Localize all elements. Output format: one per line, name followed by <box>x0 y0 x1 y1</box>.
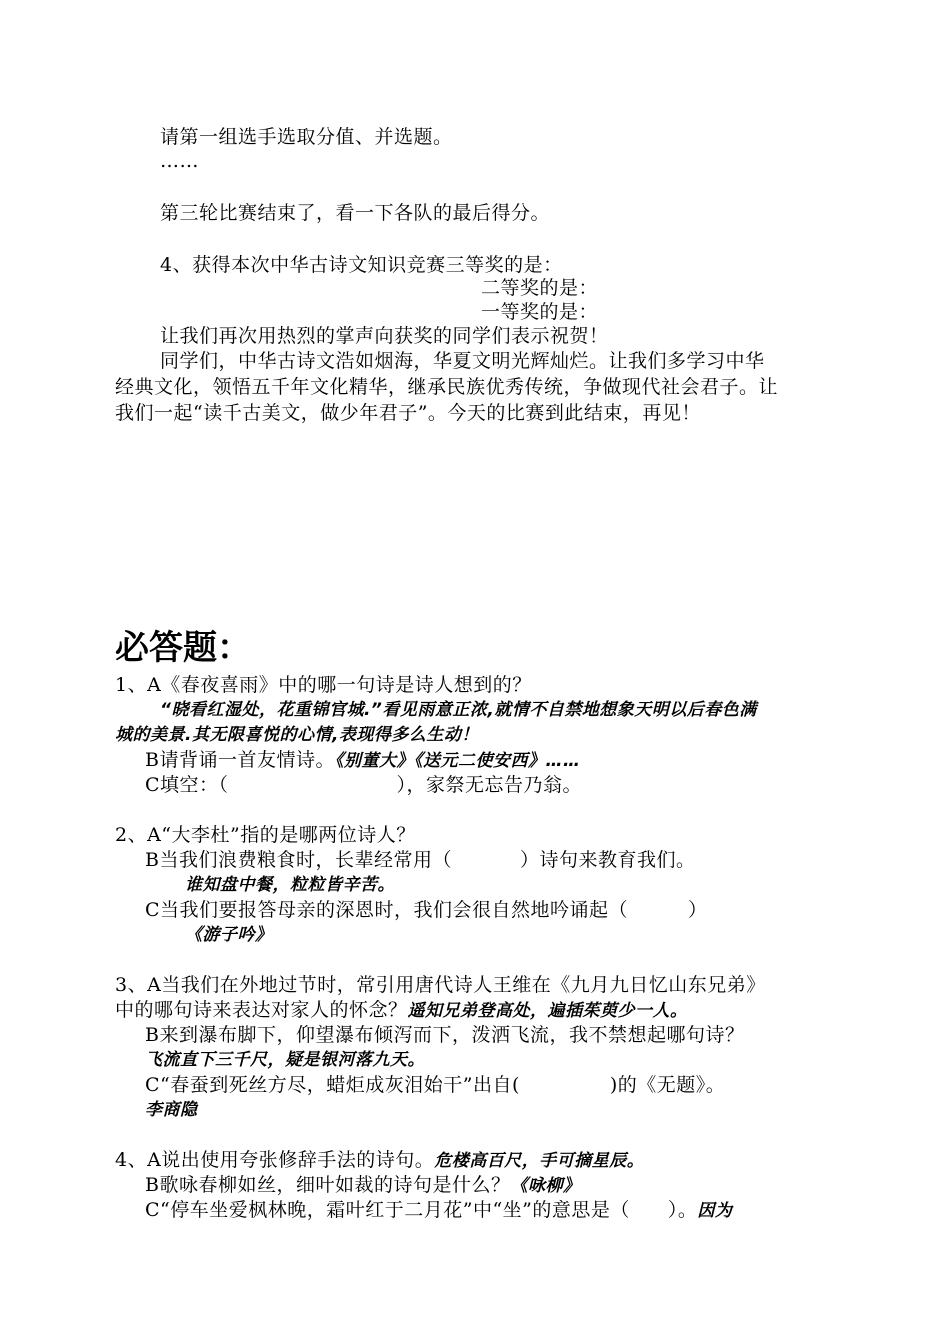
q4-a <box>115 1147 644 1174</box>
section-title: 必答题： <box>115 628 251 668</box>
q2-a: 2、A“大李杜”指的是哪两位诗人？ <box>115 824 416 846</box>
q1-a: 1、A《春夜喜雨》中的哪一句诗是诗人想到的？ <box>115 674 532 696</box>
q2-b <box>145 847 695 873</box>
intro-line-1: 请第一组选手选取分值、并选题。 <box>160 126 453 148</box>
q3-c-answer: 李商隐 <box>145 1100 198 1120</box>
q3-c-prefix: C“春蚕到死丝方尽，蜡炬成灰泪始干”出自( <box>145 1074 520 1096</box>
q2-b-answer: 谁知盘中餐，粒粒皆辛苦。 <box>185 875 395 895</box>
q3-a-line-2 <box>115 997 688 1024</box>
q4-c-answer: 因为 <box>697 1201 733 1221</box>
q4-b <box>145 1172 580 1199</box>
intro-line-3: 第三轮比赛结束了，看一下各队的最后得分。 <box>160 202 551 224</box>
q2-b-suffix: ）诗句来教育我们。 <box>519 849 696 871</box>
q2-c-answer: 《游子吟》 <box>185 925 273 945</box>
third-prize-line: 4、获得本次中华古诗文知识竞赛三等奖的是： <box>160 254 563 276</box>
q2-b-prefix: B当我们浪费粮食时，长辈经常用（ <box>145 849 452 871</box>
q4-b-question: B歌咏春柳如丝，细叶如裁的诗句是什么？ <box>145 1174 511 1196</box>
closing-line-2: 经典文化，领悟五千年文化精华，继承民族优秀传统，争做现代社会君子。让 <box>115 376 779 398</box>
q3-a-question: 中的哪句诗来表达对家人的怀念？ <box>115 999 408 1021</box>
q1-c-prefix: C填空：（ <box>145 774 229 796</box>
q2-c-prefix: C当我们要报答母亲的深恩时，我们会很自然地吟诵起（ <box>145 899 629 921</box>
q4-a-answer: 危楼高百尺，手可摘星辰。 <box>434 1151 645 1171</box>
q4-a-question: 4、A说出使用夸张修辞手法的诗句。 <box>115 1149 435 1171</box>
q2-c-suffix: ） <box>688 899 708 921</box>
q2-c <box>145 897 708 923</box>
q4-b-answer: 《咏柳》 <box>510 1176 581 1196</box>
q1-c-suffix: ），家祭无忘告乃翁。 <box>396 774 583 796</box>
q1-c <box>145 772 582 798</box>
closing-line-3: 我们一起“读千古美文，做少年君子”。今天的比赛到此结束，再见！ <box>115 402 701 424</box>
q1-b-question: B请背诵一首友情诗。 <box>145 749 335 771</box>
q4-c-prefix: C“停车坐爱枫林晚，霜叶红于二月花”中“坐”的意思是（ <box>145 1199 630 1221</box>
q4-c <box>145 1197 732 1224</box>
second-prize-line: 二等奖的是： <box>481 277 599 299</box>
q3-b: B来到瀑布脚下，仰望瀑布倾泻而下，泼洒飞流，我不禁想起哪句诗？ <box>145 1024 745 1046</box>
q3-a-answer: 遥知兄弟登高处，遍插茱萸少一人。 <box>407 1001 688 1021</box>
intro-ellipsis: …… <box>160 150 199 172</box>
q3-c-suffix: )的《无题》。 <box>609 1074 726 1096</box>
q4-c-suffix: ）。 <box>667 1199 698 1221</box>
q1-b-answer: 《别董大》《送元二使安西》…… <box>334 751 581 771</box>
q3-b-answer: 飞流直下三千尺，疑是银河落九天。 <box>145 1050 425 1070</box>
q1-a-answer-1: “晓看红湿处，花重锦官城.”看见雨意正浓,就情不自禁地想象天明以后春色满 <box>160 700 757 720</box>
q1-b <box>145 747 580 774</box>
applause-line: 让我们再次用热烈的掌声向获奖的同学们表示祝贺！ <box>160 325 609 347</box>
first-prize-line: 一等奖的是： <box>481 301 599 323</box>
q3-c <box>145 1072 725 1098</box>
q1-a-answer-2: 城的美景.其无限喜悦的心情,表现得多么生动！ <box>115 725 479 745</box>
closing-line-1: 同学们，中华古诗文浩如烟海，华夏文明光辉灿烂。让我们多学习中华 <box>160 350 765 372</box>
q3-a-line-1: 3、A当我们在外地过节时，常引用唐代诗人王维在《九月九日忆山东兄弟》 <box>115 974 766 996</box>
